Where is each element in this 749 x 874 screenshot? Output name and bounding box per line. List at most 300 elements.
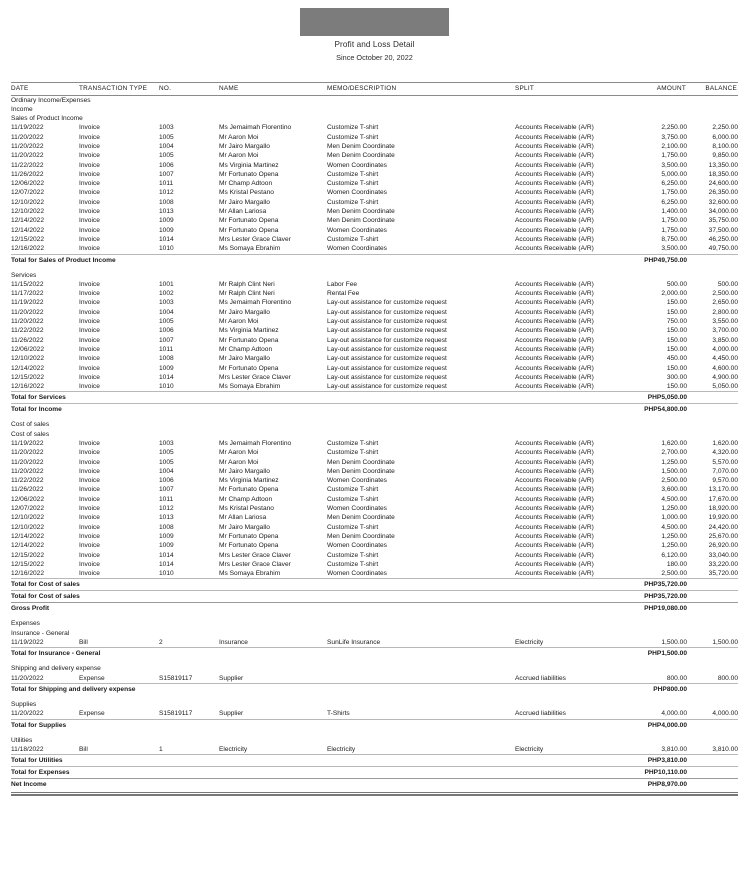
table-row[interactable]: [11, 674, 738, 684]
cell-amount: 1,750.00: [661, 226, 687, 234]
table-row[interactable]: [11, 198, 738, 207]
table-row[interactable]: [11, 373, 738, 382]
cell-split: Accounts Receivable (A/R): [515, 514, 594, 522]
total-amount-cost-of-sales-group: PHP35,720.00: [625, 591, 687, 603]
cell-memo: Customize T-shirt: [327, 124, 379, 132]
cell-name: Mr Jairo Margallo: [219, 198, 270, 206]
cell-no: 1009: [159, 532, 174, 540]
cell-memo: Customize T-shirt: [327, 235, 379, 243]
cell-memo: Lay-out assistance for customize request: [327, 318, 447, 326]
cell-split: Accounts Receivable (A/R): [515, 217, 594, 225]
cell-balance: 13,350.00: [708, 161, 738, 169]
cell-split: Accounts Receivable (A/R): [515, 290, 594, 298]
cell-amount: 4,500.00: [661, 495, 687, 503]
cell-split: Accounts Receivable (A/R): [515, 542, 594, 550]
table-row[interactable]: [11, 226, 738, 235]
cell-split: Accounts Receivable (A/R): [515, 336, 594, 344]
table-row[interactable]: [11, 298, 738, 307]
cell-name: Ms Virginia Martinez: [219, 327, 279, 335]
cell-no: 1008: [159, 355, 174, 363]
cell-name: Mr Champ Adtoon: [219, 345, 273, 353]
cell-memo: Lay-out assistance for customize request: [327, 373, 447, 381]
table-row[interactable]: [11, 317, 738, 326]
section-label-services: Services: [11, 271, 37, 279]
cell-transaction-type: Invoice: [79, 327, 100, 335]
cell-name: Supplier: [219, 674, 244, 682]
cell-amount: 150.00: [666, 336, 687, 344]
cell-split: Accounts Receivable (A/R): [515, 505, 594, 513]
cell-no: 1011: [159, 345, 174, 353]
table-row[interactable]: [11, 638, 738, 648]
cell-memo: Women Coordinates: [327, 505, 387, 513]
cell-amount: 1,500.00: [661, 639, 687, 647]
cell-name: Mrs Lester Grace Claver: [219, 560, 291, 568]
table-row[interactable]: [11, 244, 738, 254]
cell-date: 11/20/2022: [11, 467, 44, 475]
cell-no: 1012: [159, 505, 174, 513]
cell-balance: 26,350.00: [708, 189, 738, 197]
cell-balance: 1,620.00: [712, 440, 738, 447]
table-row[interactable]: [11, 151, 738, 160]
cell-memo: Lay-out assistance for customize request: [327, 355, 447, 363]
table-header-row: [11, 83, 738, 96]
total-amount-sales-of-product-income: PHP49,750.00: [625, 254, 687, 266]
total-amount-utilities: PHP3,810.00: [625, 755, 687, 767]
cell-name: Ms Jemaimah Florentino: [219, 299, 292, 307]
cell-amount: 4,000.00: [661, 710, 687, 718]
cell-amount: 3,810.00: [661, 745, 687, 753]
cell-transaction-type: Invoice: [79, 170, 100, 178]
cell-no: 1011: [159, 495, 174, 503]
table-row[interactable]: [11, 467, 738, 476]
cell-balance: 35,750.00: [708, 217, 738, 225]
cell-split: Accounts Receivable (A/R): [515, 280, 594, 288]
cell-date: 11/20/2022: [11, 318, 44, 326]
cell-balance: 800.00: [717, 674, 738, 682]
company-logo: [300, 8, 449, 36]
cell-memo: Customize T-shirt: [327, 560, 379, 568]
column-header-transaction-type: TRANSACTION TYPE: [79, 83, 159, 96]
cell-no: 1004: [159, 308, 174, 316]
cell-date: 11/26/2022: [11, 486, 44, 494]
cell-no: 1012: [159, 189, 174, 197]
cell-transaction-type: Bill: [79, 745, 88, 753]
table-row[interactable]: [11, 345, 738, 354]
table-row[interactable]: [11, 123, 738, 132]
cell-balance: 4,450.00: [712, 355, 738, 363]
cell-name: Supplier: [219, 710, 244, 718]
cell-balance: 9,850.00: [712, 152, 738, 160]
table-row[interactable]: [11, 382, 738, 392]
cell-split: Accounts Receivable (A/R): [515, 161, 594, 169]
total-label-cost-of-sales-account: Total for Cost of sales: [11, 579, 625, 591]
cell-transaction-type: Invoice: [79, 486, 100, 494]
cell-amount: 2,500.00: [661, 570, 687, 578]
cell-split: Accounts Receivable (A/R): [515, 208, 594, 216]
total-label-net-income: Net Income: [11, 779, 625, 791]
cell-split: Accounts Receivable (A/R): [515, 467, 594, 475]
total-row-gross-profit: [11, 603, 738, 615]
cell-split: Accounts Receivable (A/R): [515, 245, 594, 253]
cell-date: 11/22/2022: [11, 161, 44, 169]
table-row[interactable]: [11, 161, 738, 170]
cell-no: 1010: [159, 383, 174, 391]
total-label-sales-of-product-income: Total for Sales of Product Income: [11, 254, 625, 266]
cell-no: 1001: [159, 280, 174, 288]
table-row[interactable]: [11, 142, 738, 151]
cell-name: Ms Kristal Pestano: [219, 505, 274, 513]
cell-date: 12/16/2022: [11, 383, 45, 391]
column-header-memo: MEMO/DESCRIPTION: [327, 83, 515, 96]
cell-amount: 2,000.00: [661, 290, 687, 298]
cell-amount: 3,500.00: [661, 245, 687, 253]
cell-transaction-type: Invoice: [79, 449, 100, 457]
total-amount-net-income: PHP8,970.00: [625, 779, 687, 791]
cell-split: Accounts Receivable (A/R): [515, 495, 594, 503]
cell-date: 12/10/2022: [11, 523, 45, 531]
cell-memo: Electricity: [327, 745, 356, 753]
table-row[interactable]: [11, 485, 738, 494]
table-row[interactable]: [11, 448, 738, 457]
cell-name: Mr Ralph Clint Neri: [219, 280, 275, 288]
total-row-cost-of-sales-group: [11, 591, 738, 603]
cell-transaction-type: Invoice: [79, 373, 100, 381]
total-balance-gross-profit: [687, 603, 738, 615]
cell-transaction-type: Invoice: [79, 152, 100, 160]
table-row[interactable]: [11, 476, 738, 485]
section-label-row-expenses: [11, 619, 738, 628]
table-row[interactable]: [11, 235, 738, 244]
total-label-cost-of-sales-group: Total for Cost of sales: [11, 591, 625, 603]
cell-date: 12/14/2022: [11, 217, 45, 225]
cell-split: Accounts Receivable (A/R): [515, 458, 594, 466]
cell-amount: 3,500.00: [661, 161, 687, 169]
table-row[interactable]: [11, 495, 738, 504]
cell-transaction-type: Expense: [79, 710, 105, 718]
table-row[interactable]: [11, 745, 738, 755]
cell-no: 1003: [159, 124, 174, 132]
table-row[interactable]: [11, 188, 738, 197]
total-label-income: Total for Income: [11, 404, 625, 416]
cell-split: Accounts Receivable (A/R): [515, 133, 594, 141]
cell-balance: 4,900.00: [712, 373, 738, 381]
cell-split: Accounts Receivable (A/R): [515, 235, 594, 243]
cell-date: 12/06/2022: [11, 495, 45, 503]
section-label-row-sales-of-product-income: [11, 114, 738, 123]
cell-no: 1009: [159, 364, 174, 372]
table-row[interactable]: [11, 280, 738, 289]
cell-name: Mr Jairo Margallo: [219, 142, 270, 150]
section-label-cost-of-sales-account: Cost of sales: [11, 430, 50, 438]
cell-transaction-type: Invoice: [79, 467, 100, 475]
section-label-row-supplies: [11, 700, 738, 709]
cell-date: 11/19/2022: [11, 639, 44, 647]
cell-memo: Customize T-shirt: [327, 551, 379, 559]
total-label-services: Total for Services: [11, 392, 625, 404]
cell-memo: Lay-out assistance for customize request: [327, 383, 447, 391]
cell-split: Accounts Receivable (A/R): [515, 124, 594, 132]
cell-no: 1004: [159, 142, 174, 150]
cell-amount: 2,100.00: [661, 142, 687, 150]
cell-transaction-type: Invoice: [79, 440, 100, 447]
table-row[interactable]: [11, 289, 738, 298]
total-row-net-income: [11, 779, 738, 791]
cell-no: 1005: [159, 318, 174, 326]
cell-amount: 750.00: [666, 318, 687, 326]
cell-name: Mrs Lester Grace Claver: [219, 551, 291, 559]
cell-amount: 1,620.00: [661, 440, 687, 447]
cell-amount: 500.00: [666, 280, 687, 288]
section-label-utilities: Utilities: [11, 736, 33, 744]
cell-no: 1007: [159, 170, 174, 178]
cell-transaction-type: Invoice: [79, 318, 100, 326]
cell-balance: 3,850.00: [712, 336, 738, 344]
cell-transaction-type: Invoice: [79, 505, 100, 513]
section-label-sales-of-product-income: Sales of Product Income: [11, 115, 83, 123]
cell-memo: Lay-out assistance for customize request: [327, 336, 447, 344]
cell-split: Electricity: [515, 745, 544, 753]
cell-memo: Customize T-shirt: [327, 133, 379, 141]
cell-memo: Customize T-shirt: [327, 523, 379, 531]
total-balance-supplies: [687, 719, 738, 731]
cell-transaction-type: Invoice: [79, 551, 100, 559]
cell-name: Mr Fortunato Opena: [219, 542, 279, 550]
cell-transaction-type: Invoice: [79, 336, 100, 344]
cell-name: Electricity: [219, 745, 248, 753]
cell-name: Mr Fortunato Opena: [219, 364, 279, 372]
total-balance-shipping-and-delivery: [687, 683, 738, 695]
cell-amount: 150.00: [666, 308, 687, 316]
cell-date: 11/26/2022: [11, 336, 44, 344]
cell-no: 1005: [159, 133, 174, 141]
cell-transaction-type: Invoice: [79, 570, 100, 578]
cell-no: 2: [159, 639, 163, 647]
cell-date: 12/15/2022: [11, 560, 45, 568]
cell-memo: Men Denim Coordinate: [327, 217, 395, 225]
cell-date: 12/06/2022: [11, 345, 45, 353]
cell-transaction-type: Invoice: [79, 345, 100, 353]
cell-amount: 1,250.00: [661, 532, 687, 540]
cell-no: 1006: [159, 477, 174, 485]
cell-name: Ms Virginia Martinez: [219, 477, 279, 485]
cell-split: Accounts Receivable (A/R): [515, 449, 594, 457]
table-row[interactable]: [11, 560, 738, 569]
cell-date: 11/26/2022: [11, 170, 44, 178]
cell-no: 1008: [159, 523, 174, 531]
cell-transaction-type: Invoice: [79, 308, 100, 316]
cell-date: 11/20/2022: [11, 458, 44, 466]
cell-balance: 5,570.00: [712, 458, 738, 466]
table-row[interactable]: [11, 179, 738, 188]
cell-date: 12/10/2022: [11, 198, 45, 206]
cell-balance: 35,720.00: [708, 570, 738, 578]
cell-balance: 34,000.00: [708, 208, 738, 216]
cell-balance: 49,750.00: [708, 245, 738, 253]
cell-name: Mr Champ Adtoon: [219, 495, 273, 503]
cell-date: 12/10/2022: [11, 355, 45, 363]
cell-name: Mr Jairo Margallo: [219, 308, 270, 316]
total-amount-cost-of-sales-account: PHP35,720.00: [625, 579, 687, 591]
table-row[interactable]: [11, 532, 738, 541]
cell-transaction-type: Invoice: [79, 217, 100, 225]
cell-date: 11/20/2022: [11, 152, 44, 160]
cell-balance: 2,800.00: [712, 308, 738, 316]
ledger-table: [11, 82, 738, 790]
cell-memo: Lay-out assistance for customize request: [327, 364, 447, 372]
cell-balance: 19,920.00: [708, 514, 738, 522]
table-row[interactable]: [11, 170, 738, 179]
cell-balance: 500.00: [717, 280, 738, 288]
section-label-row-shipping-and-delivery: [11, 664, 738, 673]
table-row[interactable]: [11, 513, 738, 522]
cell-name: Mr Jairo Margallo: [219, 355, 270, 363]
cell-memo: Men Denim Coordinate: [327, 458, 395, 466]
total-amount-shipping-and-delivery: PHP800.00: [625, 683, 687, 695]
cell-balance: 5,050.00: [712, 383, 738, 391]
cell-name: Mr Fortunato Opena: [219, 226, 279, 234]
column-header-date: DATE: [11, 83, 79, 96]
table-row[interactable]: [11, 541, 738, 550]
cell-memo: T-Shirts: [327, 710, 350, 718]
cell-balance: 13,170.00: [708, 486, 738, 494]
report-header: [0, 0, 749, 64]
table-row[interactable]: [11, 551, 738, 560]
total-label-utilities: Total for Utilities: [11, 755, 625, 767]
cell-split: Accounts Receivable (A/R): [515, 226, 594, 234]
table-row[interactable]: [11, 133, 738, 142]
cell-memo: Customize T-shirt: [327, 170, 379, 178]
cell-transaction-type: Invoice: [79, 495, 100, 503]
cell-balance: 3,550.00: [712, 318, 738, 326]
cell-split: Accounts Receivable (A/R): [515, 477, 594, 485]
total-row-supplies: [11, 719, 738, 731]
table-row[interactable]: [11, 504, 738, 513]
cell-date: 11/18/2022: [11, 745, 44, 753]
cell-no: 1014: [159, 373, 174, 381]
cell-split: Accounts Receivable (A/R): [515, 189, 594, 197]
cell-balance: 37,500.00: [708, 226, 738, 234]
cell-balance: 7,070.00: [712, 467, 738, 475]
cell-amount: 8,750.00: [661, 235, 687, 243]
cell-balance: 26,920.00: [708, 542, 738, 550]
cell-date: 12/14/2022: [11, 542, 45, 550]
cell-amount: 1,000.00: [661, 514, 687, 522]
cell-no: 1004: [159, 467, 174, 475]
cell-no: 1: [159, 745, 163, 753]
cell-balance: 3,700.00: [712, 327, 738, 335]
section-label-cost-of-sales-group: Cost of sales: [11, 421, 50, 429]
cell-no: 1009: [159, 226, 174, 234]
cell-amount: 2,250.00: [661, 124, 687, 132]
cell-no: 1014: [159, 235, 174, 243]
cell-memo: Customize T-shirt: [327, 449, 379, 457]
cell-split: Accounts Receivable (A/R): [515, 345, 594, 353]
cell-no: 1002: [159, 290, 174, 298]
total-amount-insurance-general: PHP1,500.00: [625, 648, 687, 660]
cell-name: Mrs Lester Grace Claver: [219, 235, 291, 243]
cell-memo: Men Denim Coordinate: [327, 208, 395, 216]
cell-name: Ms Somaya Ebrahim: [219, 383, 281, 391]
cell-amount: 5,000.00: [661, 170, 687, 178]
cell-transaction-type: Invoice: [79, 208, 100, 216]
cell-amount: 6,250.00: [661, 180, 687, 188]
cell-date: 11/20/2022: [11, 142, 44, 150]
cell-amount: 180.00: [666, 560, 687, 568]
cell-transaction-type: Invoice: [79, 142, 100, 150]
cell-no: 1010: [159, 570, 174, 578]
cell-split: Accounts Receivable (A/R): [515, 570, 594, 578]
cell-date: 12/10/2022: [11, 514, 45, 522]
section-label-row-utilities: [11, 736, 738, 745]
table-row[interactable]: [11, 326, 738, 335]
total-row-cost-of-sales-account: [11, 579, 738, 591]
table-row[interactable]: [11, 336, 738, 345]
table-row[interactable]: [11, 439, 738, 448]
table-row[interactable]: [11, 354, 738, 363]
cell-no: S15819117: [159, 674, 193, 682]
column-header-no: NO.: [159, 83, 219, 96]
cell-date: 11/15/2022: [11, 280, 44, 288]
cell-memo: Customize T-shirt: [327, 198, 379, 206]
cell-date: 12/15/2022: [11, 373, 45, 381]
cell-transaction-type: Bill: [79, 639, 88, 647]
total-amount-gross-profit: PHP19,080.00: [625, 603, 687, 615]
cell-name: Mr Allan Lariosa: [219, 514, 267, 522]
cell-memo: Lay-out assistance for customize request: [327, 327, 447, 335]
table-row[interactable]: [11, 364, 738, 373]
section-label-expenses: Expenses: [11, 620, 40, 628]
cell-name: Ms Jemaimah Florentino: [219, 124, 292, 132]
total-amount-income: PHP54,800.00: [625, 404, 687, 416]
cell-name: Mr Allan Lariosa: [219, 208, 267, 216]
cell-memo: Men Denim Coordinate: [327, 142, 395, 150]
cell-memo: Women Coordinates: [327, 477, 387, 485]
cell-no: S15819117: [159, 710, 193, 718]
table-row[interactable]: [11, 458, 738, 467]
cell-split: Accounts Receivable (A/R): [515, 308, 594, 316]
table-row[interactable]: [11, 207, 738, 216]
cell-split: Accounts Receivable (A/R): [515, 532, 594, 540]
cell-split: Accounts Receivable (A/R): [515, 170, 594, 178]
table-row[interactable]: [11, 569, 738, 579]
total-amount-expenses: PHP10,110.00: [625, 767, 687, 779]
cell-date: 11/22/2022: [11, 327, 44, 335]
cell-amount: 800.00: [666, 674, 687, 682]
cell-split: Accounts Receivable (A/R): [515, 142, 594, 150]
cell-name: Mr Aaron Moi: [219, 449, 259, 457]
section-label-ordinary-income-expenses: Ordinary Income/Expenses: [11, 96, 91, 104]
cell-memo: [327, 674, 515, 684]
total-row-sales-of-product-income: [11, 254, 738, 266]
cell-date: 11/20/2022: [11, 133, 44, 141]
cell-amount: 1,400.00: [661, 208, 687, 216]
cell-memo: Lay-out assistance for customize request: [327, 345, 447, 353]
cell-date: 11/20/2022: [11, 710, 44, 718]
cell-no: 1009: [159, 217, 174, 225]
cell-balance: 32,600.00: [708, 198, 738, 206]
cell-balance: 46,250.00: [708, 235, 738, 243]
table-row[interactable]: [11, 216, 738, 225]
cell-balance: 17,670.00: [708, 495, 738, 503]
table-row[interactable]: [11, 709, 738, 719]
table-row[interactable]: [11, 523, 738, 532]
table-row[interactable]: [11, 308, 738, 317]
cell-no: 1014: [159, 551, 174, 559]
total-balance-cost-of-sales-group: [687, 591, 738, 603]
cell-name: Insurance: [219, 639, 248, 647]
cell-name: Ms Jemaimah Florentino: [219, 440, 292, 447]
column-header-amount: AMOUNT: [625, 83, 687, 96]
